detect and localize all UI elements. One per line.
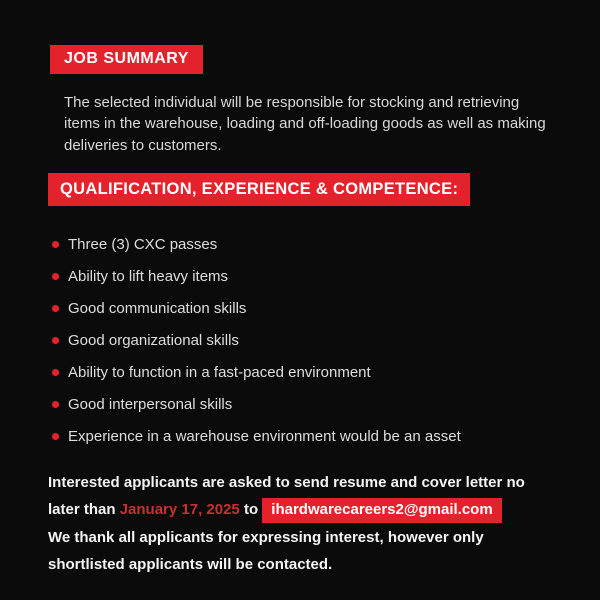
qualification-item-label: Good interpersonal skills [68,395,233,413]
application-intro-text: Interested applicants are asked to send resume and cover letter no later than [48,473,525,518]
application-deadline-date: January 17, 2025 [119,500,240,518]
job-summary-heading: JOB SUMMARY [50,45,203,74]
bullet-icon [52,273,59,280]
bullet-icon [52,337,59,344]
application-closing-line: We thank all applicants for expressing interest, however only shortlisted applicants will be contacted. [48,528,484,573]
qualification-item [52,426,560,447]
qualification-item [52,330,560,351]
bullet-icon [52,401,59,408]
qualifications-heading: QUALIFICATION, EXPERIENCE & COMPETENCE: [48,173,470,206]
qualification-item-label: Experience in a warehouse environment would be an asset [68,427,461,445]
qualification-item-label: Ability to lift heavy items [68,267,229,285]
qualification-item [52,266,560,287]
qualifications-list [52,234,560,447]
qualification-item-label: Ability to function in a fast-paced environment [68,363,371,381]
qualification-item [52,234,560,255]
job-summary-text: The selected individual will be responsible for stocking and retrieving items in the warehouse, loading and off-loading goods as well as making deliveries to customers. [64,94,546,154]
qualification-item [52,298,560,319]
application-deadline-line [48,469,552,523]
qualification-item-label: Good communication skills [68,299,247,317]
qualification-item [52,362,560,383]
qualification-item-label: Good organizational skills [68,331,239,349]
bullet-icon [52,305,59,312]
application-connector-text: to [239,500,263,518]
qualification-item [52,394,560,415]
qualification-item-label: Three (3) CXC passes [68,235,218,253]
bullet-icon [52,369,59,376]
bullet-icon [52,241,59,248]
application-instructions [48,469,552,578]
bullet-icon [52,433,59,440]
application-email: ihardwarecareers2@gmail.com [262,498,501,523]
